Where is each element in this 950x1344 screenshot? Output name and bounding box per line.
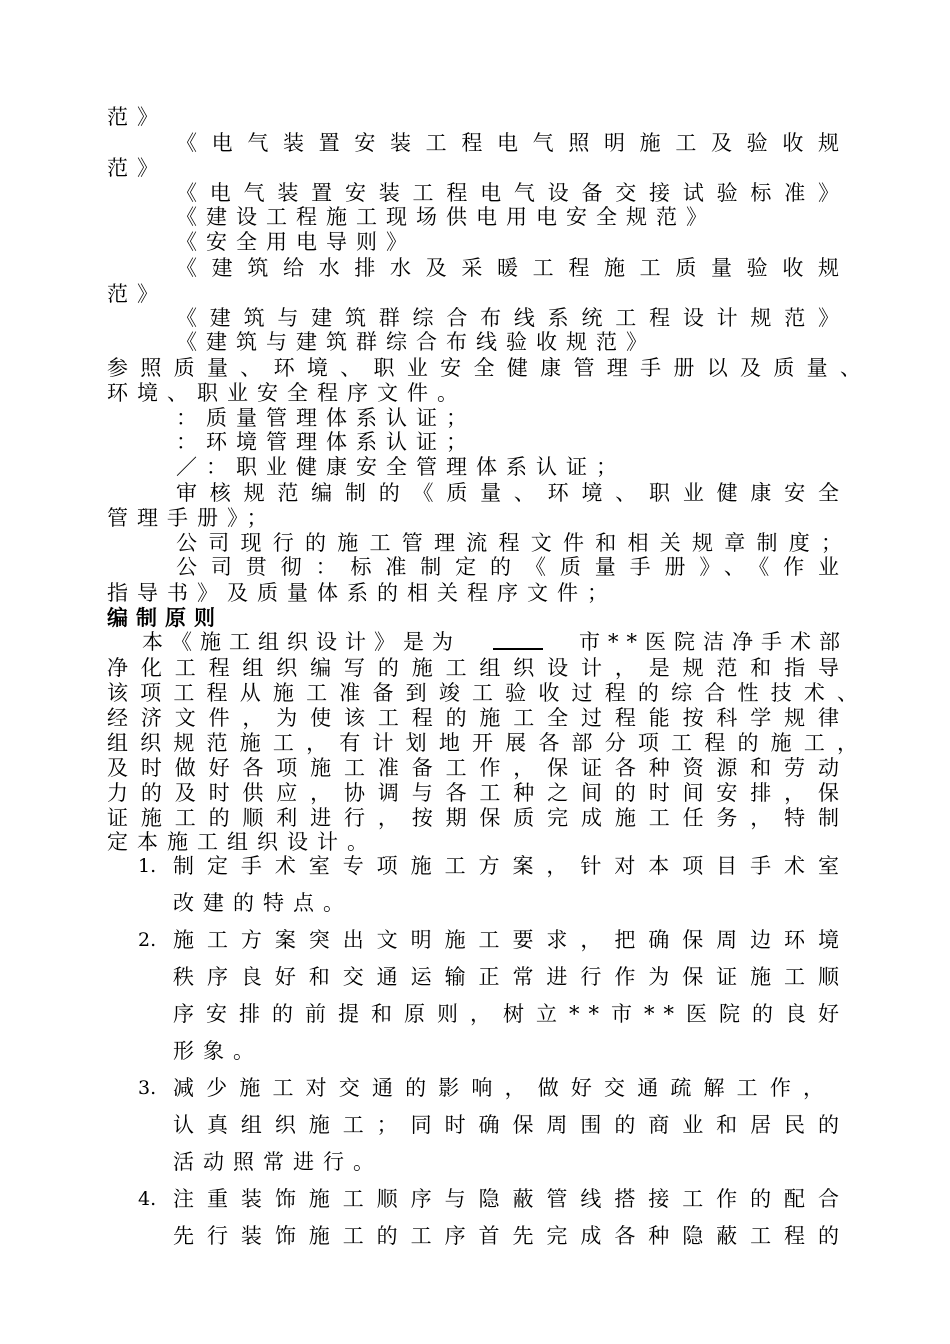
item-3-line-3: 活动照常进行。: [173, 1150, 383, 1174]
item-1-line-1: 制定手术室专项施工方案，针对本项目手术室: [173, 854, 848, 878]
section-heading: 编制原则: [107, 606, 223, 630]
ref-line-10: 《建筑与建筑群综合布线验收规范》: [176, 330, 656, 354]
item-1-number: 1.: [138, 855, 157, 877]
ref-line-9: 《建筑与建筑群综合布线系统工程设计规范》: [176, 306, 848, 330]
ref-line-8-tail: 范》: [107, 282, 167, 306]
intro-line-6: 及时做好各项施工准备工作，保证各种资源和劳动: [107, 756, 848, 780]
ref-line-20: 指导书》及质量体系的相关程序文件；: [107, 581, 617, 605]
item-2-line-4: 形象。: [173, 1039, 263, 1063]
ref-line-4: 《电气装置安装工程电气设备交接试验标准》: [176, 181, 848, 205]
ref-line-17: 管理手册》；: [107, 506, 277, 530]
item-4-number: 4.: [138, 1188, 157, 1210]
fill-blank: [493, 630, 543, 650]
intro-line-1-b: 市**医院洁净手术部: [579, 630, 848, 654]
ref-line-5: 《建设工程施工现场供电用电安全规范》: [176, 205, 716, 229]
ref-line-3-tail: 范》: [107, 156, 167, 180]
item-2-line-2: 秩序良好和交通运输正常进行作为保证施工顺: [173, 965, 848, 989]
intro-line-3: 该项工程从施工准备到竣工验收过程的综合性技术、: [107, 681, 867, 705]
ref-line-16: 审核规范编制的《质量、环境、职业健康安全: [176, 481, 848, 505]
item-1-line-2: 改建的特点。: [173, 891, 353, 915]
intro-line-9: 定本施工组织设计。: [107, 830, 377, 854]
ref-line-7: 《建筑给水排水及采暖工程施工质量验收规: [176, 256, 848, 280]
ref-line-11: 参照质量、环境、职业安全健康管理手册以及质量、: [107, 356, 867, 380]
intro-line-5: 组织规范施工，有计划地开展各部分项工程的施工，: [107, 731, 867, 755]
ref-line-19: 公司贯彻：标准制定的《质量手册》、《作业: [176, 555, 848, 579]
item-2-line-3: 序安排的前提和原则，树立**市**医院的良好: [173, 1002, 848, 1026]
ref-line-1-tail: 范》: [107, 105, 167, 129]
intro-line-1: [142, 630, 848, 655]
intro-line-2: 净化工程组织编写的施工组织设计，是规范和指导: [107, 656, 848, 680]
item-3-line-1: 减少施工对交通的影响，做好交通疏解工作，: [173, 1076, 833, 1100]
intro-line-7: 力的及时供应，协调与各工种之间的时间安排，保: [107, 781, 848, 805]
ref-line-13: ：质量管理体系认证；: [176, 406, 476, 430]
item-3-number: 3.: [138, 1077, 157, 1099]
item-4-line-1: 注重装饰施工顺序与隐蔽管线搭接工作的配合: [173, 1187, 848, 1211]
item-2-line-1: 施工方案突出文明施工要求，把确保周边环境: [173, 928, 848, 952]
ref-line-18: 公司现行的施工管理流程文件和相关规章制度；: [176, 531, 851, 555]
item-2-number: 2.: [138, 929, 157, 951]
ref-line-2: 《电气装置安装工程电气照明施工及验收规: [176, 131, 848, 155]
intro-line-4: 经济文件，为使该工程的施工全过程能按科学规律: [107, 706, 848, 730]
ref-line-14: ：环境管理体系认证；: [176, 430, 476, 454]
ref-line-15: ／：职业健康安全管理体系认证；: [176, 455, 626, 479]
item-3-line-2: 认真组织施工；同时确保周围的商业和居民的: [173, 1113, 848, 1137]
intro-line-1-a: 本《施工组织设计》是为: [142, 630, 461, 654]
item-4-line-2: 先行装饰施工的工序首先完成各种隐蔽工程的: [173, 1224, 848, 1248]
ref-line-6: 《安全用电导则》: [176, 230, 416, 254]
ref-line-12: 环境、职业安全程序文件。: [107, 381, 467, 405]
intro-line-8: 证施工的顺利进行，按期保质完成施工任务，特制: [107, 806, 848, 830]
